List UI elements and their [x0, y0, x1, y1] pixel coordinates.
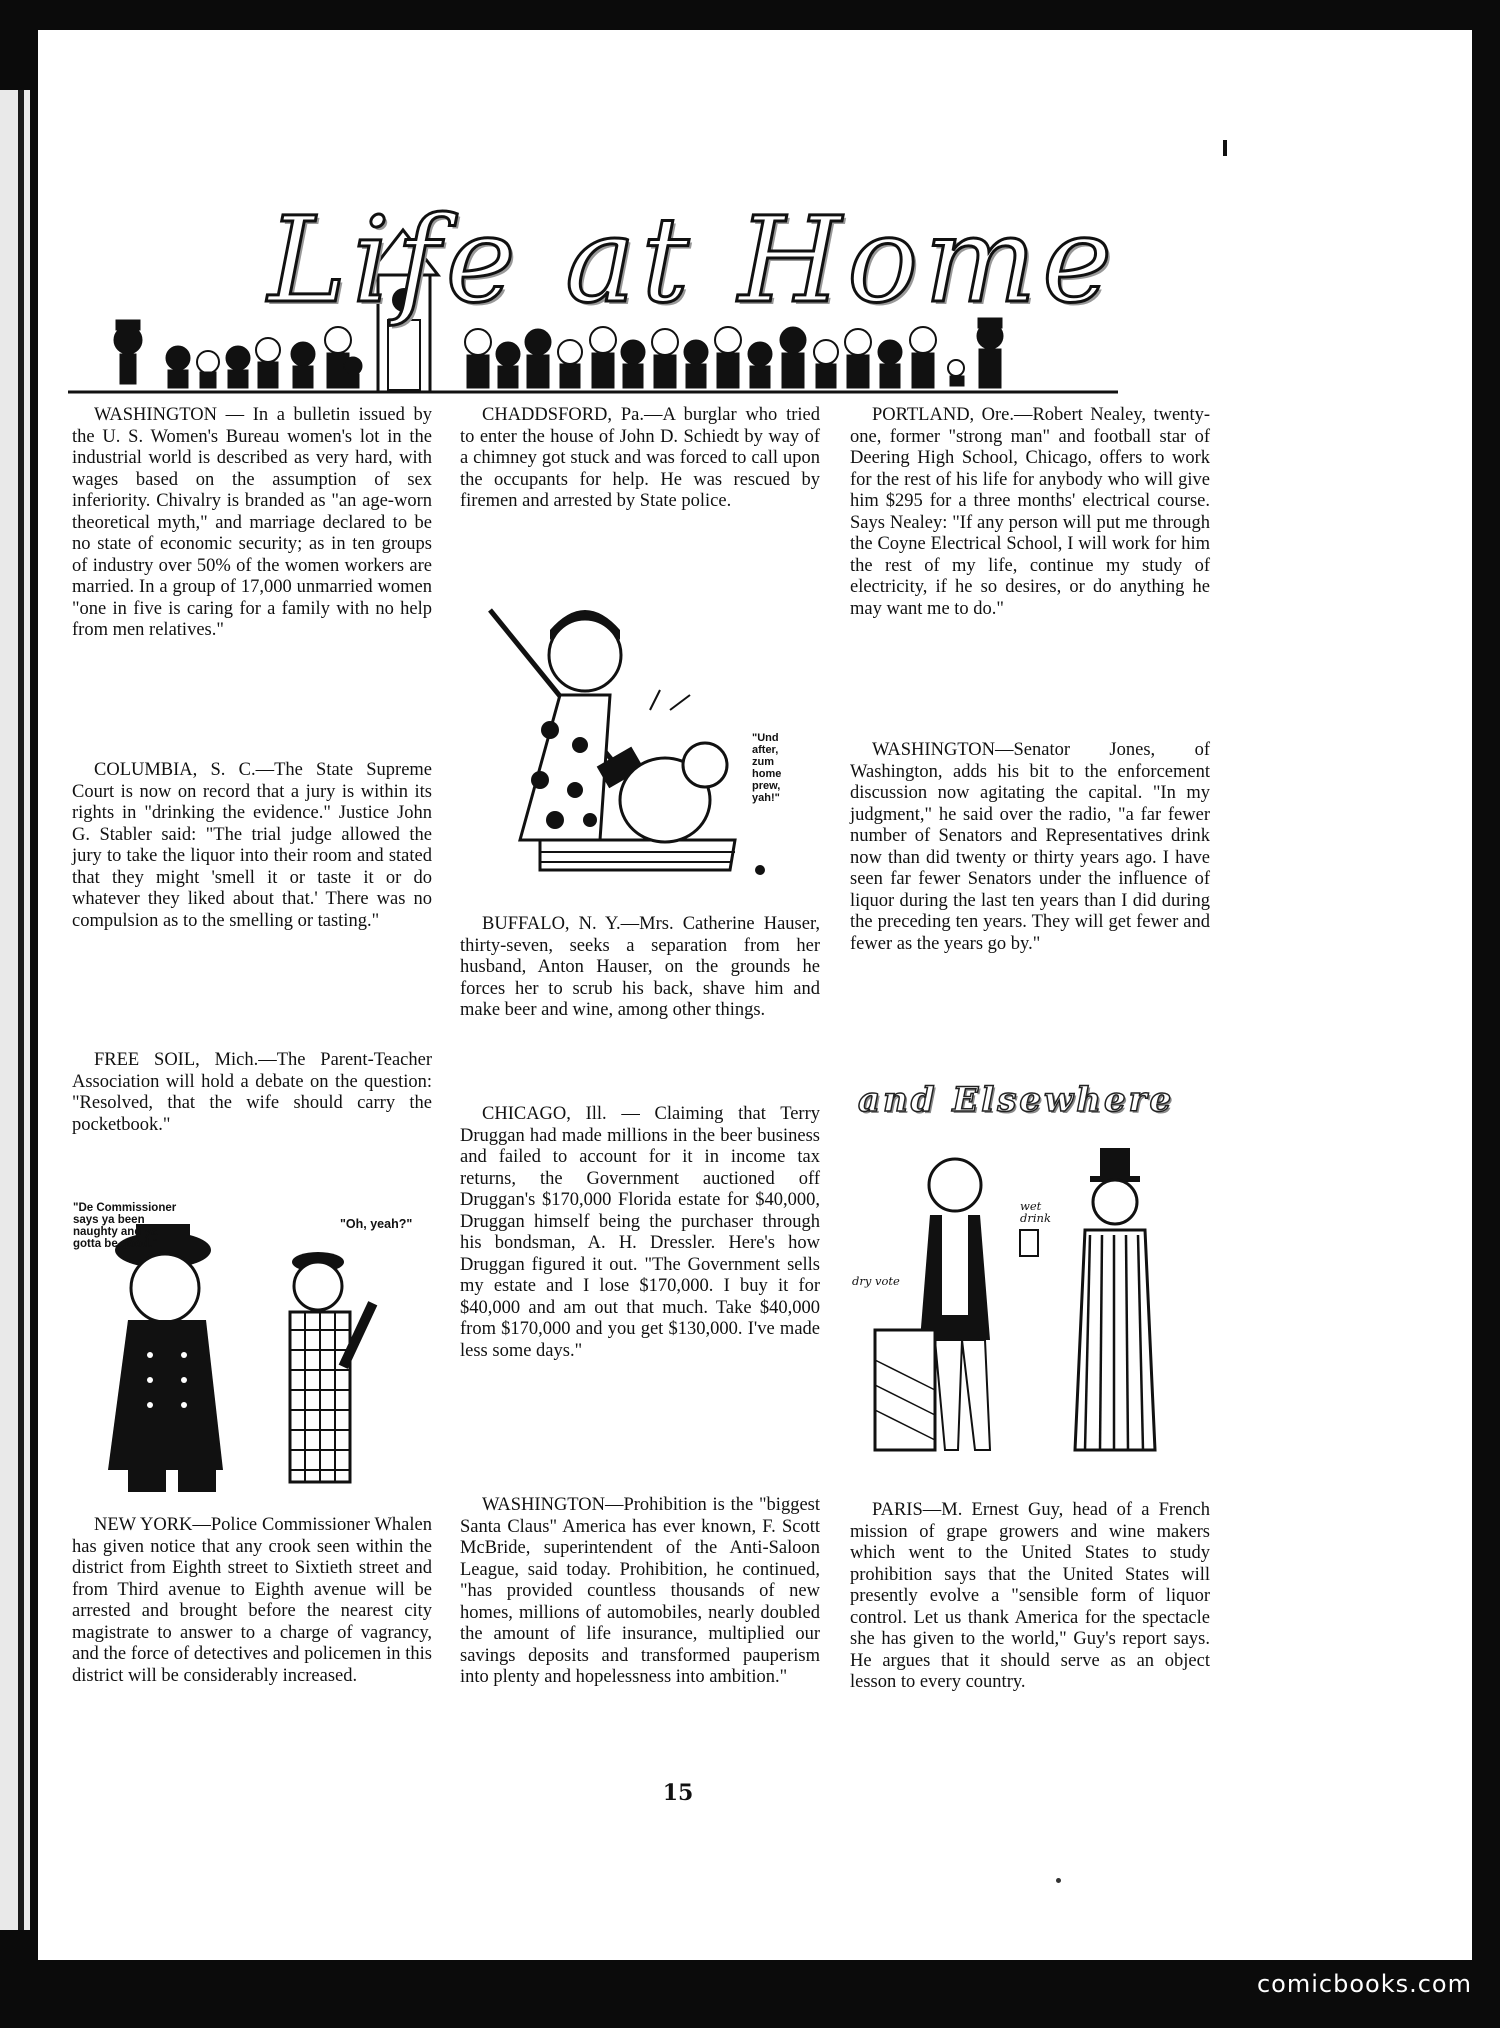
news-item	[460, 1495, 820, 1689]
news-item-text: CHICAGO, Ill. — Claiming that Terry Druggan had made millions in the beer business and failed to account for it in income tax returns, the Government auctioned off Druggan's $170,000 Florida estate for $40,000, Druggan himself being the purchaser through his bondsman, A. H. Dressler. Here's how Druggan figured it out. "The Government sells my estate and I lose $170,000. I buy it for $40,000 and am out that much. Take $40,000 from $170,000 and you get $130,000. I've made less some days."	[460, 1104, 820, 1361]
news-item	[72, 760, 432, 932]
speech-husband: "Und after, zum home prew, yah!"	[752, 732, 782, 804]
masthead-banner	[68, 190, 1118, 420]
magazine-page	[38, 30, 1472, 1960]
news-item-text: PORTLAND, Ore.—Robert Nealey, twenty-one, former "strong man" and football star of Deering High School, Chicago, offers to work for the rest of his life for anybody who will give him $295 for a three months' electrical course. Says Nealey: "If any person will put me through the Coyne Electrical School, I will work for him the rest of my life, continue my study of electricity, if he so desires, or do anything he may want me to do."	[850, 405, 1210, 619]
print-mark	[1223, 140, 1227, 156]
print-speck	[1056, 1878, 1061, 1883]
watermark: comicbooks.com	[1256, 1970, 1472, 1998]
speech-commissioner: "De Commissioner says ya been naughty and ya gotta be good."	[73, 1202, 177, 1250]
news-item-text: CHADDSFORD, Pa.—A burglar who tried to enter the house of John D. Schiedt by way of a chimney got stuck and was forced to call upon the occupants for help. He was rescued by firemen and arrested by State police.	[460, 405, 820, 511]
news-item-text: WASHINGTON — In a bulletin issued by the U. S. Women's Bureau women's lot in the industrial world is described as very hard, with wages based on the assumption of sex inferiority. Chivalry is branded as "an age-worn theoretical myth," and marriage declared to be no state of economic security; as in ten groups of industry over 50% of the women workers are married. In a group of 17,000 unmarried women "one in five is caring for a family with no help from men relatives."	[72, 405, 432, 640]
speech-crook: "Oh, yeah?"	[340, 1217, 413, 1231]
news-item	[460, 405, 820, 513]
news-item-text: NEW YORK—Police Commissioner Whalen has given notice that any crook seen within the district from Eighth street to Sixtieth street and from Third avenue to Eighth avenue will be arrested and brought before the nearest city magistrate to answer to a charge of vagrancy, and the force of detectives and policemen in this district will be considerably increased.	[72, 1515, 432, 1686]
label-dry-vote: dry vote	[852, 1274, 900, 1288]
news-item	[72, 405, 432, 642]
news-item	[72, 1050, 432, 1136]
page-number: 15	[662, 1780, 694, 1806]
news-item-text: PARIS—M. Ernest Guy, head of a French mission of grape growers and wine makers which went to the United States to study prohibition says that the United States will presently evolve a "sensible form of liquor control. Let us thank America for the spectacle she has given to the world," Guy's report says. He argues that it should serve as an object lesson to every country.	[850, 1500, 1210, 1692]
news-item-text: WASHINGTON—Senator Jones, of Washington, adds his bit to the enforcement discussion now agitating the capital. "In my judgment," he said over the radio, "a far fewer number of Senators and Representatives drink now than did twenty or thirty years ago. I have seen far fewer Senators under the influence of liquor during the last ten years than I did during the preceding ten years. They will get fewer and fewer as the years go by."	[850, 740, 1210, 954]
police-cartoon	[68, 1180, 428, 1500]
news-item-text: FREE SOIL, Mich.—The Parent-Teacher Association will hold a debate on the question: "Resolved, that the wife should carry the pocketbook."	[72, 1050, 432, 1135]
news-item-text: WASHINGTON—Prohibition is the "biggest Santa Claus" America has ever known, F. Scott McBride, superintendent of the Anti-Saloon League, said today. Prohibition, he continued, "has provided countless thousands of new homes, millions of automobiles, nearly doubled the amount of life insurance, multiplied our savings deposits and transformed pauperism into plenty and hopelessness into ambition."	[460, 1495, 820, 1687]
dry-wet-cartoon	[850, 1130, 1210, 1460]
news-item	[850, 405, 1210, 620]
label-wet-drink: wet drink	[1020, 1199, 1051, 1225]
news-item	[850, 740, 1210, 955]
news-item	[460, 914, 820, 1022]
news-item-text: BUFFALO, N. Y.—Mrs. Catherine Hauser, thirty-seven, seeks a separation from her husband, Anton Hauser, on the grounds he forces her to scrub his back, shave him and make beer and wine, among other things.	[460, 914, 820, 1020]
scrub-cartoon	[460, 570, 820, 900]
news-item	[460, 1104, 820, 1362]
news-item	[850, 1500, 1210, 1694]
masthead-title: Life at Home	[268, 191, 1119, 329]
binding-edge	[0, 90, 30, 1930]
news-item-text: COLUMBIA, S. C.—The State Supreme Court is now on record that a jury is within its rights in "drinking the evidence." Justice John G. Stabler said: "The trial judge allowed the jury to take the liquor into their room and stated that they might 'smell it or taste it or do whatever they liked about that.' There was no compulsion as to the smelling or tasting."	[72, 760, 432, 931]
section-subheading: and Elsewhere	[858, 1080, 1175, 1120]
news-item	[72, 1515, 432, 1687]
